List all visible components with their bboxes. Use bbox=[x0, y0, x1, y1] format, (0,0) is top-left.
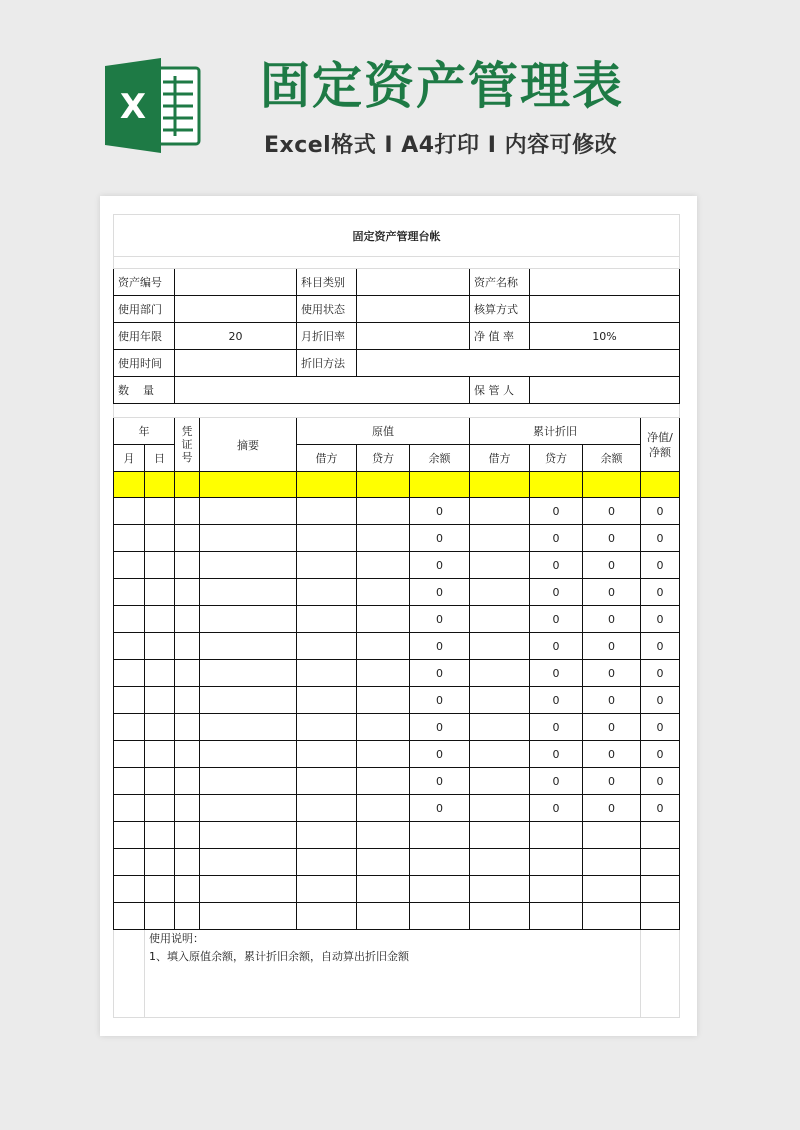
status-label: 使用状态 bbox=[297, 296, 357, 323]
acc-credit-cell[interactable]: 0 bbox=[530, 552, 583, 579]
table-row bbox=[114, 660, 680, 687]
subject-label: 科目类别 bbox=[297, 269, 357, 296]
orig-balance-cell[interactable]: 0 bbox=[410, 741, 470, 768]
acc-debit-cell[interactable] bbox=[470, 741, 530, 768]
hl-cell[interactable] bbox=[641, 472, 680, 498]
acc-credit-cell[interactable]: 0 bbox=[530, 633, 583, 660]
acc-debit-cell[interactable] bbox=[470, 822, 530, 849]
monthly-rate-value[interactable] bbox=[357, 323, 470, 350]
acc-balance-cell[interactable]: 0 bbox=[583, 660, 641, 687]
usage-notes bbox=[145, 930, 641, 1018]
title-gap bbox=[114, 257, 680, 269]
month-cell[interactable] bbox=[114, 687, 145, 714]
summary-cell[interactable] bbox=[200, 822, 297, 849]
hl-cell[interactable] bbox=[410, 472, 470, 498]
day-cell[interactable] bbox=[145, 498, 175, 525]
acc-balance-cell[interactable]: 0 bbox=[583, 795, 641, 822]
net-cell[interactable]: 0 bbox=[641, 687, 680, 714]
usage-notes-title: 使用说明： bbox=[149, 932, 204, 945]
net-cell[interactable] bbox=[641, 903, 680, 930]
acc-credit-cell[interactable]: 0 bbox=[530, 768, 583, 795]
table-row bbox=[114, 849, 680, 876]
orig-credit-cell[interactable] bbox=[357, 687, 410, 714]
header-acc-credit: 贷方 bbox=[530, 445, 583, 472]
acc-credit-cell[interactable]: 0 bbox=[530, 795, 583, 822]
acc-balance-cell[interactable] bbox=[583, 822, 641, 849]
summary-cell[interactable] bbox=[200, 795, 297, 822]
asset-no-label: 资产编号 bbox=[114, 269, 175, 296]
month-cell[interactable] bbox=[114, 903, 145, 930]
header-voucher-text: 凭证号 bbox=[181, 425, 193, 464]
hl-cell[interactable] bbox=[145, 472, 175, 498]
orig-debit-cell[interactable] bbox=[297, 714, 357, 741]
acc-debit-cell[interactable] bbox=[470, 687, 530, 714]
accounting-value[interactable] bbox=[530, 296, 680, 323]
acc-debit-cell[interactable] bbox=[470, 903, 530, 930]
table-row bbox=[114, 876, 680, 903]
voucher-cell[interactable] bbox=[175, 633, 200, 660]
acc-balance-cell[interactable]: 0 bbox=[583, 525, 641, 552]
day-cell[interactable] bbox=[145, 660, 175, 687]
hl-cell[interactable] bbox=[200, 472, 297, 498]
banner-subtitle: Excel格式 I A4打印 I 内容可修改 bbox=[264, 133, 618, 158]
orig-credit-cell[interactable] bbox=[357, 903, 410, 930]
summary-cell[interactable] bbox=[200, 525, 297, 552]
month-cell[interactable] bbox=[114, 660, 145, 687]
summary-cell[interactable] bbox=[200, 714, 297, 741]
orig-balance-cell[interactable]: 0 bbox=[410, 795, 470, 822]
day-cell[interactable] bbox=[145, 795, 175, 822]
day-cell[interactable] bbox=[145, 903, 175, 930]
orig-debit-cell[interactable] bbox=[297, 633, 357, 660]
month-cell[interactable] bbox=[114, 633, 145, 660]
header-voucher bbox=[175, 418, 200, 472]
orig-credit-cell[interactable] bbox=[357, 660, 410, 687]
orig-balance-cell[interactable]: 0 bbox=[410, 552, 470, 579]
subject-value[interactable] bbox=[357, 269, 470, 296]
day-cell[interactable] bbox=[145, 876, 175, 903]
orig-debit-cell[interactable] bbox=[297, 849, 357, 876]
asset-name-value[interactable] bbox=[530, 269, 680, 296]
acc-debit-cell[interactable] bbox=[470, 849, 530, 876]
acc-balance-cell[interactable]: 0 bbox=[583, 687, 641, 714]
header-net-text: 净值/净额 bbox=[647, 430, 673, 459]
orig-debit-cell[interactable] bbox=[297, 552, 357, 579]
day-cell[interactable] bbox=[145, 606, 175, 633]
acc-debit-cell[interactable] bbox=[470, 795, 530, 822]
keeper-label: 保 管 人 bbox=[470, 377, 530, 404]
dept-label: 使用部门 bbox=[114, 296, 175, 323]
summary-cell[interactable] bbox=[200, 768, 297, 795]
acc-balance-cell[interactable] bbox=[583, 849, 641, 876]
table-row bbox=[114, 714, 680, 741]
summary-cell[interactable] bbox=[200, 498, 297, 525]
net-rate-label: 净 值 率 bbox=[470, 323, 530, 350]
net-cell[interactable]: 0 bbox=[641, 714, 680, 741]
method-value[interactable] bbox=[357, 350, 680, 377]
orig-balance-cell[interactable] bbox=[410, 903, 470, 930]
header-month: 月 bbox=[114, 445, 145, 472]
voucher-cell[interactable] bbox=[175, 687, 200, 714]
acc-credit-cell[interactable]: 0 bbox=[530, 498, 583, 525]
month-cell[interactable] bbox=[114, 714, 145, 741]
notes-left-gap bbox=[114, 930, 145, 1018]
acc-balance-cell[interactable]: 0 bbox=[583, 741, 641, 768]
net-cell[interactable] bbox=[641, 849, 680, 876]
orig-credit-cell[interactable] bbox=[357, 714, 410, 741]
table-row bbox=[114, 552, 680, 579]
voucher-cell[interactable] bbox=[175, 822, 200, 849]
banner-title: 固定资产管理表 bbox=[260, 57, 624, 115]
header-acc-debit: 借方 bbox=[470, 445, 530, 472]
month-cell[interactable] bbox=[114, 579, 145, 606]
net-cell[interactable]: 0 bbox=[641, 633, 680, 660]
excel-logo-icon bbox=[103, 58, 203, 153]
qty-label: 数 量 bbox=[114, 377, 175, 404]
net-cell[interactable]: 0 bbox=[641, 498, 680, 525]
acc-debit-cell[interactable] bbox=[470, 633, 530, 660]
header-year: 年 bbox=[114, 418, 175, 445]
hl-cell[interactable] bbox=[470, 472, 530, 498]
hl-cell[interactable] bbox=[530, 472, 583, 498]
orig-credit-cell[interactable] bbox=[357, 849, 410, 876]
table-row bbox=[114, 768, 680, 795]
info-row-5 bbox=[114, 377, 680, 404]
voucher-cell[interactable] bbox=[175, 525, 200, 552]
accounting-label: 核算方式 bbox=[470, 296, 530, 323]
day-cell[interactable] bbox=[145, 768, 175, 795]
ledger-body bbox=[114, 498, 680, 930]
acc-debit-cell[interactable] bbox=[470, 579, 530, 606]
summary-cell[interactable] bbox=[200, 660, 297, 687]
net-cell[interactable]: 0 bbox=[641, 525, 680, 552]
acc-balance-cell[interactable]: 0 bbox=[583, 714, 641, 741]
acc-balance-cell[interactable]: 0 bbox=[583, 768, 641, 795]
table-row bbox=[114, 795, 680, 822]
acc-debit-cell[interactable] bbox=[470, 876, 530, 903]
orig-credit-cell[interactable] bbox=[357, 822, 410, 849]
acc-credit-cell[interactable]: 0 bbox=[530, 606, 583, 633]
orig-credit-cell[interactable] bbox=[357, 552, 410, 579]
document-title: 固定资产管理台帐 bbox=[114, 215, 680, 257]
orig-credit-cell[interactable] bbox=[357, 795, 410, 822]
day-cell[interactable] bbox=[145, 714, 175, 741]
acc-credit-cell[interactable]: 0 bbox=[530, 579, 583, 606]
month-cell[interactable] bbox=[114, 768, 145, 795]
section-gap bbox=[114, 404, 680, 418]
summary-cell[interactable] bbox=[200, 552, 297, 579]
acc-balance-cell[interactable]: 0 bbox=[583, 633, 641, 660]
usage-notes-line-1: 1、填入原值余额，累计折旧余额，自动算出折旧金额 bbox=[149, 950, 409, 963]
voucher-cell[interactable] bbox=[175, 849, 200, 876]
net-cell[interactable]: 0 bbox=[641, 741, 680, 768]
orig-balance-cell[interactable]: 0 bbox=[410, 525, 470, 552]
day-cell[interactable] bbox=[145, 525, 175, 552]
qty-value[interactable] bbox=[175, 377, 470, 404]
net-cell[interactable] bbox=[641, 876, 680, 903]
acc-credit-cell[interactable] bbox=[530, 849, 583, 876]
summary-cell[interactable] bbox=[200, 741, 297, 768]
acc-credit-cell[interactable] bbox=[530, 876, 583, 903]
header-orig-debit: 借方 bbox=[297, 445, 357, 472]
header-orig-credit: 贷方 bbox=[357, 445, 410, 472]
summary-cell[interactable] bbox=[200, 633, 297, 660]
acc-debit-cell[interactable] bbox=[470, 525, 530, 552]
acc-debit-cell[interactable] bbox=[470, 606, 530, 633]
header-accum: 累计折旧 bbox=[470, 418, 641, 445]
header-day: 日 bbox=[145, 445, 175, 472]
orig-debit-cell[interactable] bbox=[297, 606, 357, 633]
voucher-cell[interactable] bbox=[175, 741, 200, 768]
month-cell[interactable] bbox=[114, 822, 145, 849]
hl-cell[interactable] bbox=[175, 472, 200, 498]
acc-balance-cell[interactable] bbox=[583, 876, 641, 903]
voucher-cell[interactable] bbox=[175, 579, 200, 606]
hl-cell[interactable] bbox=[583, 472, 641, 498]
table-row bbox=[114, 498, 680, 525]
header-net bbox=[641, 418, 680, 472]
acc-credit-cell[interactable]: 0 bbox=[530, 687, 583, 714]
voucher-cell[interactable] bbox=[175, 903, 200, 930]
acc-debit-cell[interactable] bbox=[470, 498, 530, 525]
month-cell[interactable] bbox=[114, 498, 145, 525]
orig-credit-cell[interactable] bbox=[357, 768, 410, 795]
voucher-cell[interactable] bbox=[175, 552, 200, 579]
voucher-cell[interactable] bbox=[175, 714, 200, 741]
orig-credit-cell[interactable] bbox=[357, 498, 410, 525]
month-cell[interactable] bbox=[114, 606, 145, 633]
summary-cell[interactable] bbox=[200, 849, 297, 876]
orig-debit-cell[interactable] bbox=[297, 795, 357, 822]
hl-cell[interactable] bbox=[114, 472, 145, 498]
info-row-4 bbox=[114, 350, 680, 377]
day-cell[interactable] bbox=[145, 822, 175, 849]
orig-debit-cell[interactable] bbox=[297, 660, 357, 687]
orig-debit-cell[interactable] bbox=[297, 768, 357, 795]
acc-credit-cell[interactable]: 0 bbox=[530, 714, 583, 741]
acc-balance-cell[interactable]: 0 bbox=[583, 606, 641, 633]
orig-debit-cell[interactable] bbox=[297, 822, 357, 849]
orig-credit-cell[interactable] bbox=[357, 606, 410, 633]
orig-balance-cell[interactable] bbox=[410, 876, 470, 903]
header-summary: 摘要 bbox=[200, 418, 297, 472]
header-original: 原值 bbox=[297, 418, 470, 445]
method-label: 折旧方法 bbox=[297, 350, 357, 377]
notes-row bbox=[114, 930, 680, 1018]
net-cell[interactable] bbox=[641, 822, 680, 849]
orig-debit-cell[interactable] bbox=[297, 687, 357, 714]
acc-balance-cell[interactable]: 0 bbox=[583, 552, 641, 579]
voucher-cell[interactable] bbox=[175, 606, 200, 633]
status-value[interactable] bbox=[357, 296, 470, 323]
day-cell[interactable] bbox=[145, 687, 175, 714]
month-cell[interactable] bbox=[114, 795, 145, 822]
summary-cell[interactable] bbox=[200, 606, 297, 633]
excel-logo-letter: X bbox=[119, 87, 147, 127]
table-row bbox=[114, 579, 680, 606]
orig-debit-cell[interactable] bbox=[297, 876, 357, 903]
acc-credit-cell[interactable] bbox=[530, 903, 583, 930]
orig-debit-cell[interactable] bbox=[297, 741, 357, 768]
summary-cell[interactable] bbox=[200, 579, 297, 606]
orig-credit-cell[interactable] bbox=[357, 876, 410, 903]
net-rate-value[interactable]: 10% bbox=[530, 323, 680, 350]
voucher-cell[interactable] bbox=[175, 660, 200, 687]
acc-balance-cell[interactable] bbox=[583, 903, 641, 930]
years-label: 使用年限 bbox=[114, 323, 175, 350]
orig-balance-cell[interactable]: 0 bbox=[410, 579, 470, 606]
orig-balance-cell[interactable]: 0 bbox=[410, 687, 470, 714]
acc-credit-cell[interactable] bbox=[530, 822, 583, 849]
orig-credit-cell[interactable] bbox=[357, 579, 410, 606]
orig-balance-cell[interactable]: 0 bbox=[410, 606, 470, 633]
day-cell[interactable] bbox=[145, 552, 175, 579]
net-cell[interactable]: 0 bbox=[641, 660, 680, 687]
summary-cell[interactable] bbox=[200, 687, 297, 714]
orig-balance-cell[interactable] bbox=[410, 849, 470, 876]
orig-debit-cell[interactable] bbox=[297, 525, 357, 552]
net-cell[interactable]: 0 bbox=[641, 579, 680, 606]
day-cell[interactable] bbox=[145, 849, 175, 876]
acc-credit-cell[interactable]: 0 bbox=[530, 660, 583, 687]
acc-debit-cell[interactable] bbox=[470, 768, 530, 795]
acc-balance-cell[interactable]: 0 bbox=[583, 498, 641, 525]
highlight-row bbox=[114, 472, 680, 498]
day-cell[interactable] bbox=[145, 579, 175, 606]
orig-balance-cell[interactable]: 0 bbox=[410, 633, 470, 660]
month-cell[interactable] bbox=[114, 849, 145, 876]
orig-credit-cell[interactable] bbox=[357, 525, 410, 552]
voucher-cell[interactable] bbox=[175, 498, 200, 525]
table-row bbox=[114, 633, 680, 660]
orig-balance-cell[interactable]: 0 bbox=[410, 714, 470, 741]
voucher-cell[interactable] bbox=[175, 876, 200, 903]
net-cell[interactable]: 0 bbox=[641, 768, 680, 795]
summary-cell[interactable] bbox=[200, 876, 297, 903]
orig-balance-cell[interactable]: 0 bbox=[410, 768, 470, 795]
acc-balance-cell[interactable]: 0 bbox=[583, 579, 641, 606]
month-cell[interactable] bbox=[114, 741, 145, 768]
info-row-1 bbox=[114, 269, 680, 296]
acc-credit-cell[interactable]: 0 bbox=[530, 741, 583, 768]
asset-no-value[interactable] bbox=[175, 269, 297, 296]
table-row bbox=[114, 822, 680, 849]
document-sheet bbox=[100, 196, 697, 1036]
table-row bbox=[114, 606, 680, 633]
net-cell[interactable]: 0 bbox=[641, 795, 680, 822]
use-time-value[interactable] bbox=[175, 350, 297, 377]
day-cell[interactable] bbox=[145, 741, 175, 768]
use-time-label: 使用时间 bbox=[114, 350, 175, 377]
table-row bbox=[114, 525, 680, 552]
month-cell[interactable] bbox=[114, 552, 145, 579]
acc-debit-cell[interactable] bbox=[470, 552, 530, 579]
orig-balance-cell[interactable] bbox=[410, 822, 470, 849]
orig-credit-cell[interactable] bbox=[357, 633, 410, 660]
notes-right-gap bbox=[641, 930, 680, 1018]
month-cell[interactable] bbox=[114, 876, 145, 903]
voucher-cell[interactable] bbox=[175, 768, 200, 795]
info-row-2 bbox=[114, 296, 680, 323]
ledger-header-row-1 bbox=[114, 418, 680, 445]
asset-name-label: 资产名称 bbox=[470, 269, 530, 296]
orig-debit-cell[interactable] bbox=[297, 903, 357, 930]
monthly-rate-label: 月折旧率 bbox=[297, 323, 357, 350]
acc-debit-cell[interactable] bbox=[470, 714, 530, 741]
header-orig-balance: 余额 bbox=[410, 445, 470, 472]
info-row-3 bbox=[114, 323, 680, 350]
dept-value[interactable] bbox=[175, 296, 297, 323]
day-cell[interactable] bbox=[145, 633, 175, 660]
orig-debit-cell[interactable] bbox=[297, 498, 357, 525]
acc-debit-cell[interactable] bbox=[470, 660, 530, 687]
hl-cell[interactable] bbox=[357, 472, 410, 498]
hl-cell[interactable] bbox=[297, 472, 357, 498]
orig-credit-cell[interactable] bbox=[357, 741, 410, 768]
table-row bbox=[114, 687, 680, 714]
voucher-cell[interactable] bbox=[175, 795, 200, 822]
net-cell[interactable]: 0 bbox=[641, 552, 680, 579]
years-value[interactable]: 20 bbox=[175, 323, 297, 350]
summary-cell[interactable] bbox=[200, 903, 297, 930]
keeper-value[interactable] bbox=[530, 377, 680, 404]
orig-balance-cell[interactable]: 0 bbox=[410, 660, 470, 687]
table-row bbox=[114, 903, 680, 930]
table-row bbox=[114, 741, 680, 768]
orig-balance-cell[interactable]: 0 bbox=[410, 498, 470, 525]
orig-debit-cell[interactable] bbox=[297, 579, 357, 606]
header-acc-balance: 余额 bbox=[583, 445, 641, 472]
month-cell[interactable] bbox=[114, 525, 145, 552]
ledger-table bbox=[113, 214, 680, 1018]
net-cell[interactable]: 0 bbox=[641, 606, 680, 633]
acc-credit-cell[interactable]: 0 bbox=[530, 525, 583, 552]
